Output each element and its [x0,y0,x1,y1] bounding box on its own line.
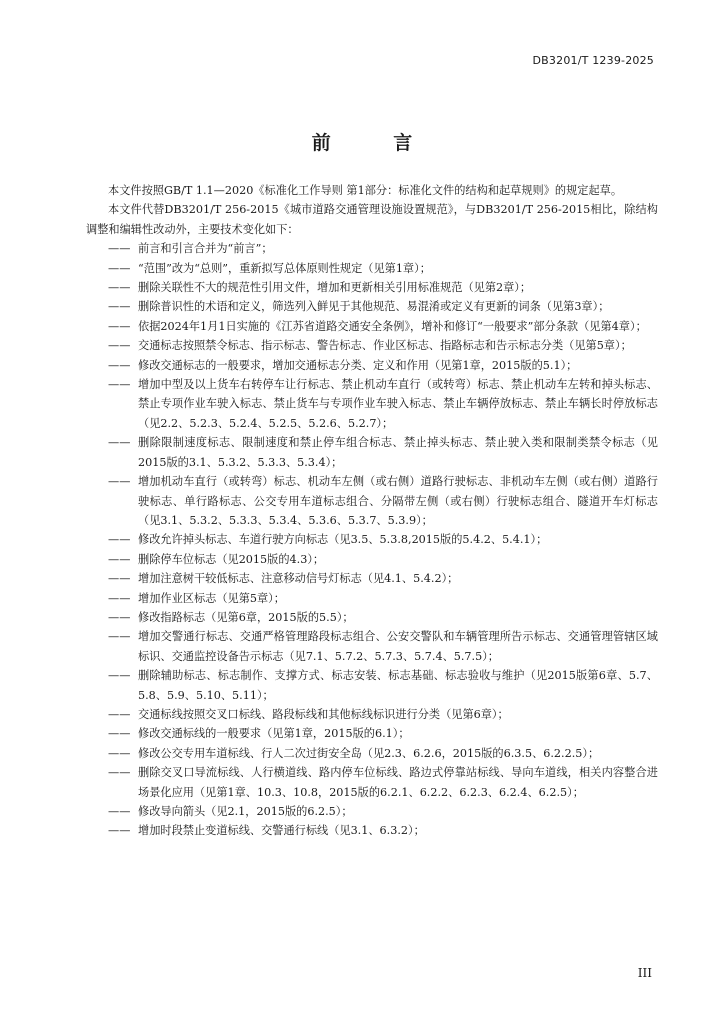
dash-marker: —— [108,766,131,780]
change-item-text: 修改交通标线的一般要求（见第1章，2015版的6.1）； [138,727,410,741]
dash-marker: —— [108,533,131,547]
dash-marker: —— [108,242,131,256]
change-item [86,744,658,763]
dash-marker: —— [108,339,131,353]
dash-marker: —— [108,281,131,295]
dash-marker: —— [108,436,131,450]
change-item [86,608,658,627]
change-item-text: 删除普识性的术语和定义，筛选列入鲜见于其他规范、易混淆或定义有更新的词条（见第3章）； [138,300,610,314]
intro-paragraph: 本文件按照GB/T 1.1—2020《标准化工作导则 第1部分：标准化文件的结构和起草规则》的规定起草。 [108,184,623,197]
change-item-text: 增加交警通行标志、交通严格管理路段标志组合、公安交警队和车辆管理所告示标志、交通管理管辖区域标识、交通监控设备告示标志（见7.1、5.7.2、5.7.3、5.7.4、5.7.5）； [138,630,658,663]
change-item [86,666,658,705]
change-item [86,724,658,743]
change-item-text: “范围”改为“总则”，重新拟写总体原则性规定（见第1章）； [138,261,431,275]
dash-marker: —— [108,378,131,392]
change-item [86,472,658,530]
dash-marker: —— [108,358,131,372]
change-item-text: 删除辅助标志、标志制作、支撑方式、标志安装、标志基础、标志验收与维护（见2015版第6章、5.7、5.8、5.9、5.10、5.11）； [138,669,658,702]
preface-body [86,181,658,841]
change-item [86,317,658,336]
change-item [86,297,658,316]
intro-paragraph: 本文件代替DB3201/T 256-2015《城市道路交通管理设施设置规范》，与DB3201/T 256-2015相比，除结构调整和编辑性改动外，主要技术变化如下： [86,203,658,236]
dash-marker: —— [108,261,131,275]
change-item [86,433,658,472]
dash-marker: —— [108,319,131,333]
change-item-text: 增加中型及以上货车右转停车让行标志、禁止机动车直行（或转弯）标志、禁止机动车左转和掉头标志、禁止专项作业车驶入标志、禁止货车与专项作业车驶入标志、禁止车辆停放标志、禁止车辆长时停放标志（见2.2、5.2.3、5.2.4、5.2.5、5.2.6、5.2.7）； [138,378,658,430]
change-item-text: 交通标线按照交叉口标线、路段标线和其他标线标识进行分类（见第6章）； [138,707,509,721]
change-item [86,550,658,569]
changes-list [86,239,658,841]
change-item-text: 修改导向箭头（见2.1，2015版的6.2.5）； [138,805,353,818]
change-item [86,336,658,355]
change-item [86,259,658,278]
dash-marker: —— [108,300,131,314]
change-item [86,278,658,297]
dash-marker: —— [108,805,131,818]
dash-marker: —— [108,475,131,489]
dash-marker: —— [108,727,131,741]
change-item [86,239,658,258]
change-item-text: 修改允许掉头标志、车道行驶方向标志（见3.5、5.3.8,2015版的5.4.2、5.4.1）； [138,533,548,547]
page-number: III [637,966,652,980]
change-item [86,821,658,840]
dash-marker: —— [108,707,131,721]
dash-marker: —— [108,591,131,605]
change-item-text: 前言和引言合并为“前言”； [138,242,273,256]
change-item [86,569,658,588]
change-item-text: 增加机动车直行（或转弯）标志、机动车左侧（或右侧）道路行驶标志、非机动车左侧（或右侧）道路行驶标志、单行路标志、公交专用车道标志组合、分隔带左侧（或右侧）行驶标志组合、隧道开车灯标志（见3.1、5.3.2、5.3.3、5.3.4、5.3.6、5.3.7、5.3.9）； [138,475,658,527]
change-item [86,627,658,666]
change-item-text: 修改公交专用车道标线、行人二次过街安全岛（见2.3、6.2.6，2015版的6.3.5、6.2.2.5）； [138,746,600,760]
page-title: 前 言 [311,132,441,154]
dash-marker: —— [108,746,131,760]
dash-marker: —— [108,824,131,838]
change-item-text: 增加注意树干较低标志、注意移动信号灯标志（见4.1、5.4.2）； [138,572,459,586]
change-item [86,802,658,821]
doc-code: DB3201/T 1239-2025 [532,54,654,67]
change-item-text: 删除关联性不大的规范性引用文件，增加和更新相关引用标准规范（见第2章）； [138,281,532,295]
change-item [86,530,658,549]
dash-marker: —— [108,630,131,644]
change-item [86,356,658,375]
change-item [86,763,658,802]
dash-marker: —— [108,552,131,566]
change-item [86,375,658,433]
dash-marker: —— [108,669,131,683]
change-item-text: 删除限制速度标志、限制速度和禁止停车组合标志、禁止掉头标志、禁止驶入类和限制类禁令标志（见2015版的3.1、5.3.2、5.3.3、5.3.4）； [138,436,658,469]
change-item-text: 删除停车位标志（见2015版的4.3）； [138,552,325,566]
change-item-text: 依据2024年1月1日实施的《江苏省道路交通安全条例》，增补和修订“一般要求”部分条款（见第4章）； [138,319,647,333]
change-item [86,589,658,608]
change-item-text: 修改指路标志（见第6章，2015版的5.5）； [138,610,354,624]
dash-marker: —— [108,572,131,586]
dash-marker: —— [108,610,131,624]
change-item-text: 删除交叉口导流标线、人行横道线、路内停车位标线、路边式停靠站标线、导向车道线，相关内容整合进场景化应用（见第1章、10.3、10.8，2015版的6.2.1、6.2.2、6.2.3、6.2.4、6.2.5）； [138,766,658,799]
change-item-text: 增加时段禁止变道标线、交警通行标线（见3.1、6.3.2）； [138,824,425,838]
change-item-text: 交通标志按照禁令标志、指示标志、警告标志、作业区标志、指路标志和告示标志分类（见第5章）； [138,339,632,353]
change-item-text: 修改交通标志的一般要求，增加交通标志分类、定义和作用（见第1章，2015版的5.1）； [138,358,578,372]
change-item-text: 增加作业区标志（见第5章）； [138,591,285,605]
change-item [86,705,658,724]
